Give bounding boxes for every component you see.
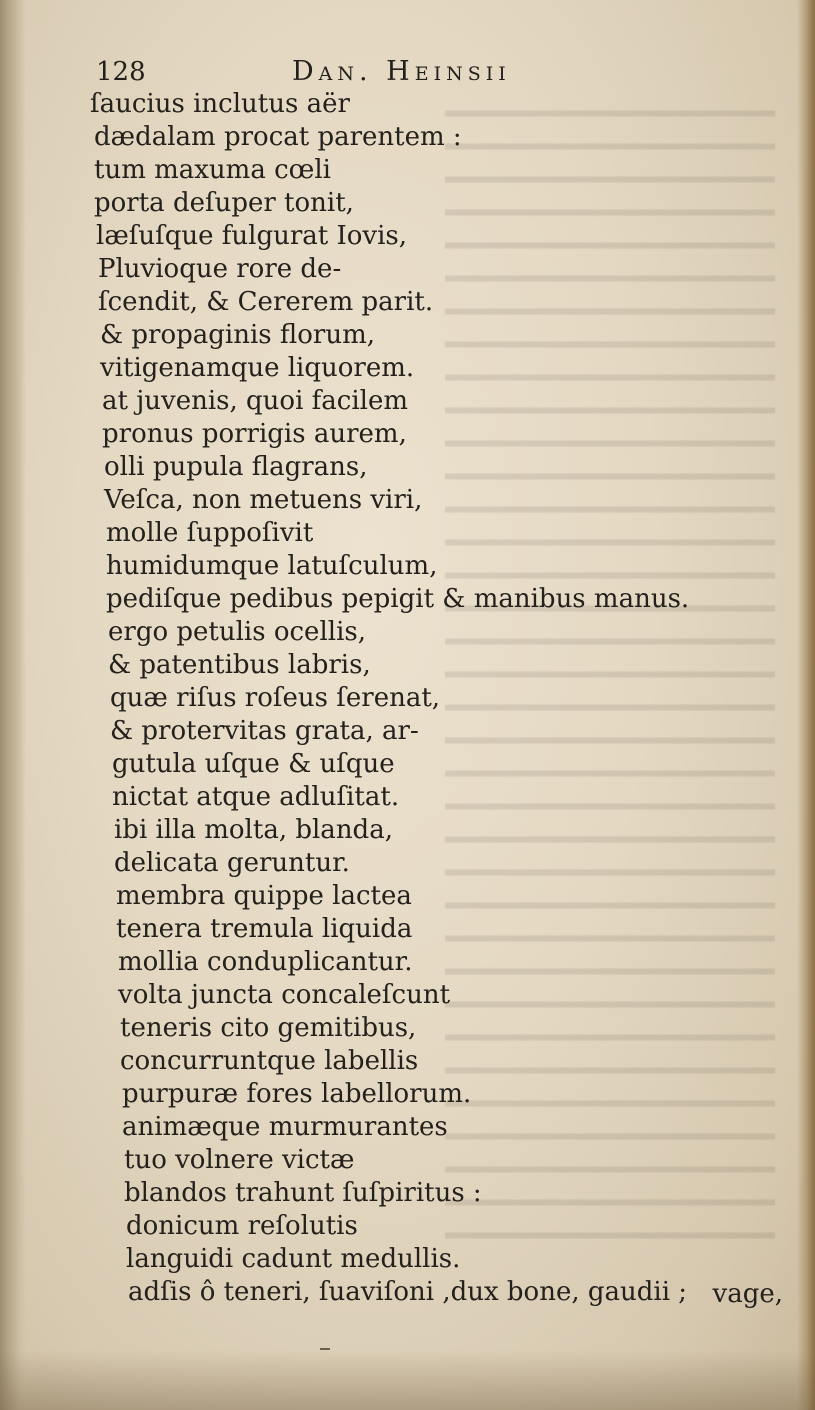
page-bottom-shadow xyxy=(0,1350,815,1410)
show-through-text xyxy=(445,90,775,1240)
verse-line: ibi illa molta, blanda, xyxy=(114,815,393,845)
verse-line: quæ riſus roſeus ſerenat, xyxy=(110,683,441,713)
verse-line: pediſque pedibus pepigit & manibus manus. xyxy=(106,584,690,614)
verse-line: læſuſque fulgurat Iovis, xyxy=(96,221,408,251)
verse-line: delicata geruntur. xyxy=(114,848,350,878)
verse-line: vitigenamque liquorem. xyxy=(100,353,415,383)
running-head: Dan. Heinsii xyxy=(292,56,511,87)
verse-line: & propaginis florum, xyxy=(100,320,375,350)
verse-line: & protervitas grata, ar- xyxy=(110,716,419,746)
verse-line: donicum reſolutis xyxy=(126,1211,358,1241)
verse-line: adſis ô teneri, ſuaviſoni ,dux bone, gaudii ; xyxy=(128,1277,688,1307)
verse-line: tuo volnere victæ xyxy=(124,1145,355,1175)
verse-line: blandos trahunt ſuſpiritus : xyxy=(124,1178,482,1208)
verse-line: volta juncta concaleſcunt xyxy=(118,980,451,1010)
verse-line: Pluvioque rore de- xyxy=(98,254,342,284)
verse-line: olli pupula flagrans, xyxy=(104,452,368,482)
page-right-edge-binding xyxy=(797,0,815,1410)
verse-line: gutula uſque & uſque xyxy=(112,749,395,779)
verse-line: languidi cadunt medullis. xyxy=(126,1244,461,1274)
verse-line: & patentibus labris, xyxy=(108,650,371,680)
verse-line: pronus porrigis aurem, xyxy=(102,419,407,449)
page-number: 128 xyxy=(96,57,146,87)
verse-line: ſcendit, & Cererem parit. xyxy=(98,287,434,317)
verse-line: porta deſuper tonit, xyxy=(94,188,354,218)
verse-line: humidumque latuſculum, xyxy=(106,551,438,581)
verse-line: tum maxuma cœli xyxy=(94,155,331,185)
verse-line: molle ſuppoſivit xyxy=(106,518,314,548)
verse-line: nictat atque adluſitat. xyxy=(112,782,400,812)
verse-line: animæque murmurantes xyxy=(122,1112,448,1142)
verse-line: membra quippe lactea xyxy=(116,881,412,911)
verse-line: ergo petulis ocellis, xyxy=(108,617,366,647)
page-left-edge-shadow xyxy=(0,0,26,1410)
verse-line: at juvenis, quoi facilem xyxy=(102,386,409,416)
verse-line: concurruntque labellis xyxy=(120,1046,419,1076)
verse-line: teneris cito gemitibus, xyxy=(120,1013,417,1043)
verse-line: Veſca, non metuens viri, xyxy=(104,485,423,515)
verse-line: tenera tremula liquida xyxy=(116,914,413,944)
verse-line: purpuræ fores labellorum. xyxy=(122,1079,472,1109)
verse-line: mollia conduplicantur. xyxy=(118,947,413,977)
verse-line: ſaucius inclutus aër xyxy=(90,89,350,119)
catchword: vage, xyxy=(712,1279,783,1309)
verse-line: dædalam procat parentem : xyxy=(94,122,462,152)
